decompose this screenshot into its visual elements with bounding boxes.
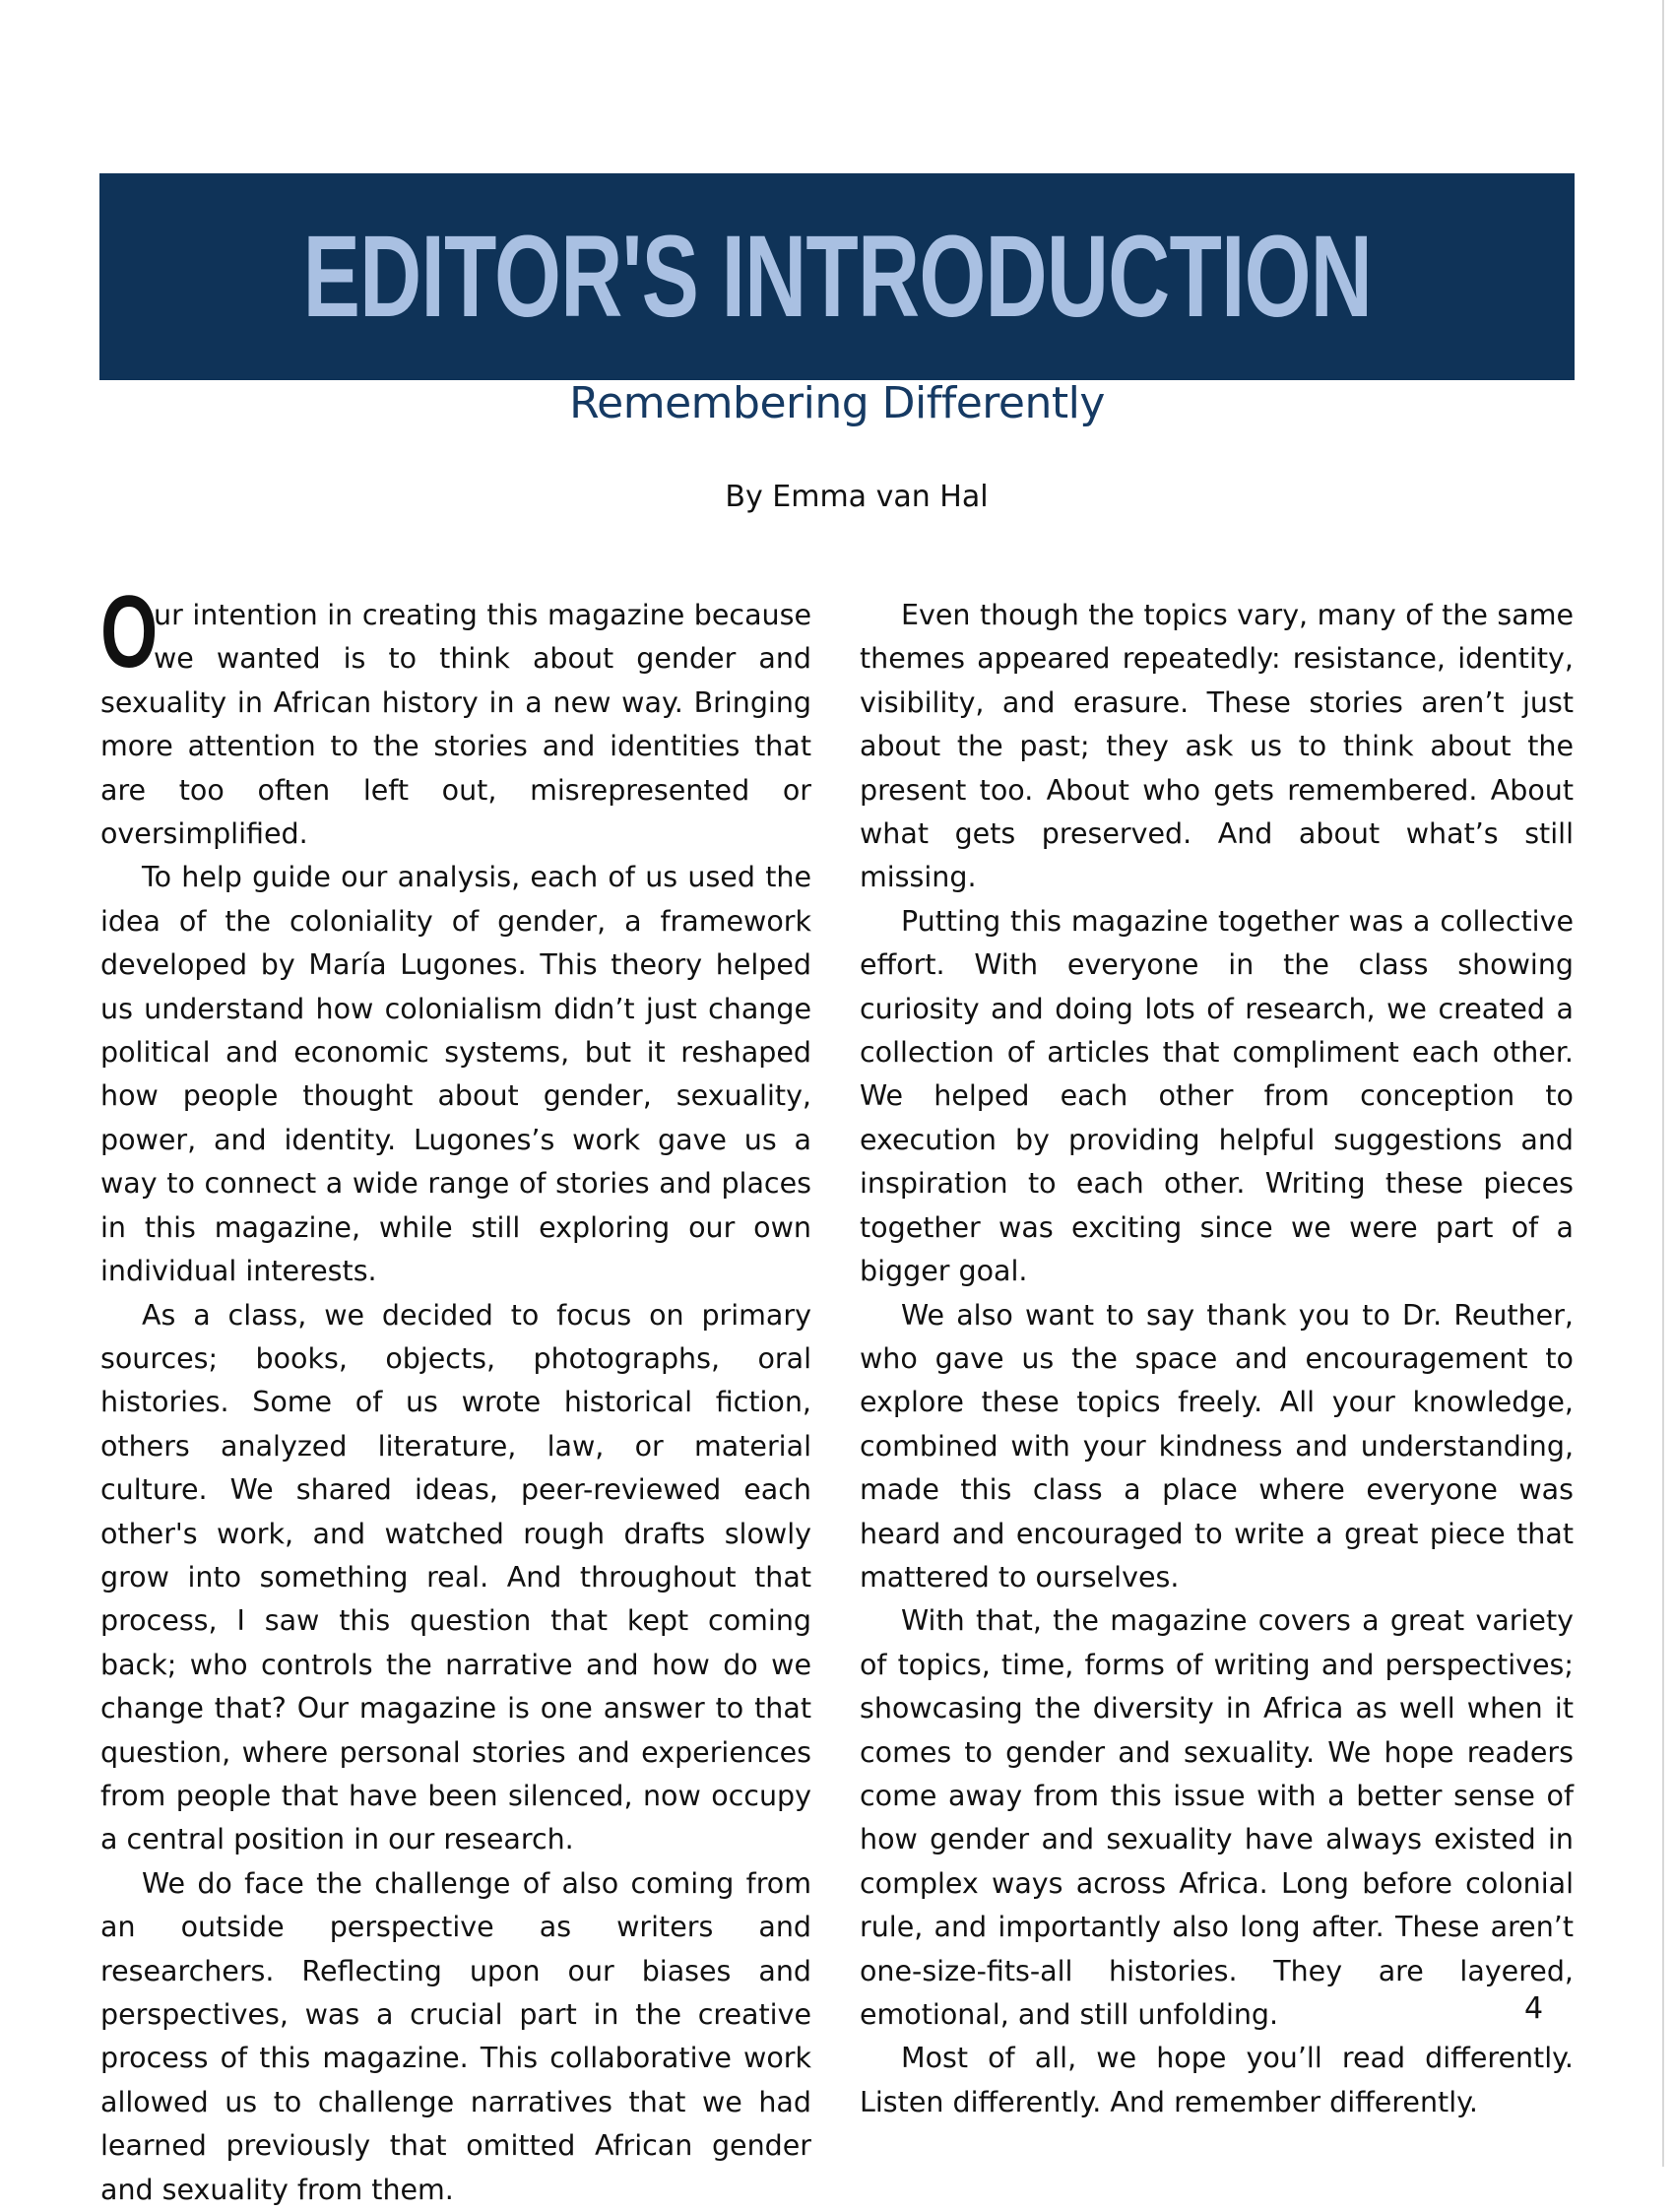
paragraph: As a class, we decided to focus on primary sources; books, objects, photographs, oral histories. Some of us wrote historical fiction, others analyzed literature, law, or material culture. We shared ideas, peer-reviewed each other's work, and watched rough drafts slowly grow into something real. And throughout that process, I saw this question that kept coming back; who controls the narrative and how do we change that? Our magazine is one answer to that question, where personal stories and experiences from people that have been silenced, now occupy a central position in our research. xyxy=(100,1298,811,1856)
paragraph: To help guide our analysis, each of us used the idea of the coloniality of gender, a framework developed by María Lugones. This theory helped us understand how colonialism didn’t just change political and economic systems, but it reshaped how people thought about gender, sexuality, power, and identity. Lugones’s work gave us a way to connect a wide range of stories and places in this magazine, while still exploring our own individual interests. xyxy=(100,861,811,1288)
page-edge-line xyxy=(1662,0,1664,2167)
paragraph: Even though the topics vary, many of the same themes appeared repeatedly: resistance, identity, visibility, and erasure. These stories aren’t just about the past; they ask us to think about the present too. About who gets remembered. About what gets preserved. And about what’s still missing. xyxy=(860,599,1574,894)
paragraph: With that, the magazine covers a great variety of topics, time, forms of writing and perspectives; showcasing the diversity in Africa as well when it comes to gender and sexuality. We hope readers come away from this issue with a better sense of how gender and sexuality have always existed in complex ways across Africa. Long before colonial rule, and importantly also long after. These aren’t one-size-fits-all histories. They are layered, emotional, and still unfolding. xyxy=(860,1604,1574,2031)
paragraph: Most of all, we hope you’ll read differently. Listen differently. And remember differently. xyxy=(860,2042,1574,2118)
article-subtitle: Remembering Differently xyxy=(569,378,1105,428)
drop-cap: O xyxy=(100,575,159,689)
right-column xyxy=(860,594,1574,2124)
page-number: 4 xyxy=(1524,1991,1544,2026)
paragraph-text: ur intention in creating this magazine because we wanted is to think about gender and sexuality in African history in a new way. Bringing more attention to the stories and identities that are too often left out, misrepresented or oversimplified. xyxy=(100,599,811,851)
title-banner xyxy=(99,173,1575,380)
paragraph xyxy=(100,575,811,856)
article-byline: By Emma van Hal xyxy=(725,480,989,514)
paragraph: Putting this magazine together was a collective effort. With everyone in the class showing curiosity and doing lots of research, we created a collection of articles that compliment each other. We helped each other from conception to execution by providing helpful suggestions and inspiration to each other. Writing these pieces together was exciting since we were part of a bigger goal. xyxy=(860,904,1574,1288)
page-title: EDITOR'S INTRODUCTION xyxy=(302,212,1372,342)
paragraph: We also want to say thank you to Dr. Reuther, who gave us the space and encouragement to explore these topics freely. All your knowledge, combined with your kindness and understanding, made this class a place where everyone was heard and encouraged to write a great piece that mattered to ourselves. xyxy=(860,1298,1574,1594)
left-column xyxy=(100,575,811,2212)
paragraph: We do face the challenge of also coming from an outside perspective as writers and researchers. Reflecting upon our biases and perspectives, was a crucial part in the creative process of this magazine. This collaborative work allowed us to challenge narratives that we had learned previously that omitted African gender and sexuality from them. xyxy=(100,1866,811,2206)
